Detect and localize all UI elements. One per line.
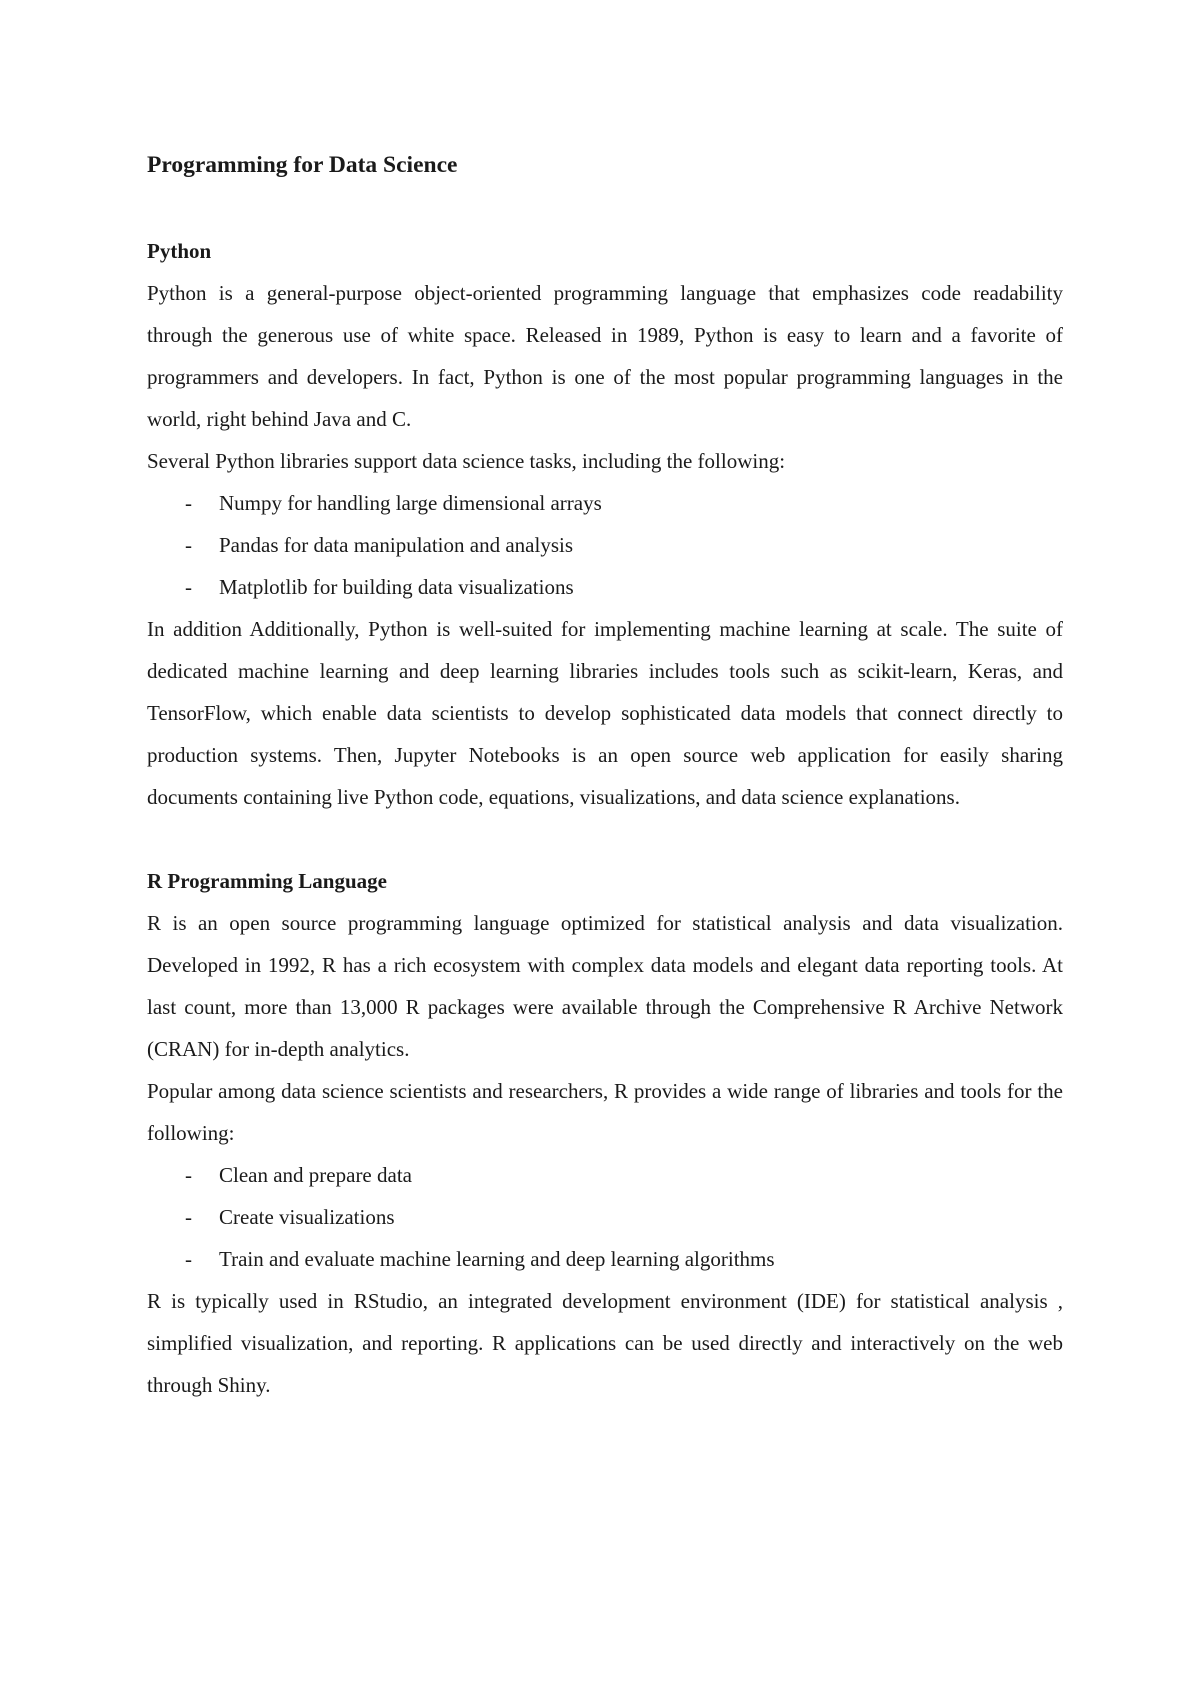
document-page: [147, 148, 1063, 1406]
section-heading-r: R Programming Language: [147, 869, 387, 893]
spacer: [147, 818, 1063, 860]
dash-marker: -: [185, 533, 192, 557]
list-item-text: Clean and prepare data: [219, 1163, 412, 1187]
python-libraries-list: [147, 482, 1063, 608]
list-item: [147, 482, 1063, 524]
python-closing-paragraph: In addition Additionally, Python is well-suited for implementing machine learning at scale. The suite of dedicated machine learning and deep learning libraries includes tools such as scikit-learn, Keras, and TensorFlow, which enable data scientists to develop sophisticated data models that connect directly to production systems. Then, Jupyter Notebooks is an open source web application for easily sharing documents containing live Python code, equations, visualizations, and data science explanations.: [147, 617, 1063, 809]
section-python: [147, 230, 1063, 818]
list-item: [147, 566, 1063, 608]
r-closing-paragraph: R is typically used in RStudio, an integrated development environment (IDE) for statistical analysis , simplified visualization, and reporting. R applications can be used directly and interactively on the web through Shiny.: [147, 1289, 1063, 1397]
list-item-text: Pandas for data manipulation and analysis: [219, 533, 573, 557]
dash-marker: -: [185, 575, 192, 599]
r-tools-lead: Popular among data science scientists and researchers, R provides a wide range of libraries and tools for the following:: [147, 1079, 1063, 1145]
dash-marker: -: [185, 1247, 192, 1271]
list-item: [147, 1196, 1063, 1238]
list-item: [147, 1238, 1063, 1280]
list-item-text: Numpy for handling large dimensional arrays: [219, 491, 602, 515]
list-item: [147, 524, 1063, 566]
r-intro-paragraph: R is an open source programming language optimized for statistical analysis and data visualization. Developed in 1992, R has a rich ecosystem with complex data models and elegant data reporting tools. At last count, more than 13,000 R packages were available through the Comprehensive R Archive Network (CRAN) for in-depth analytics.: [147, 911, 1063, 1061]
list-item-text: Create visualizations: [219, 1205, 395, 1229]
list-item-text: Matplotlib for building data visualizations: [219, 575, 574, 599]
spacer: [147, 182, 1063, 230]
python-libraries-lead: Several Python libraries support data science tasks, including the following:: [147, 449, 786, 473]
dash-marker: -: [185, 1163, 192, 1187]
r-tools-list: [147, 1154, 1063, 1280]
list-item: [147, 1154, 1063, 1196]
section-heading-python: Python: [147, 239, 212, 263]
section-r: [147, 860, 1063, 1406]
python-intro-paragraph: Python is a general-purpose object-oriented programming language that emphasizes code readability through the generous use of white space. Released in 1989, Python is easy to learn and a favorite of programmers and developers. In fact, Python is one of the most popular programming languages in the world, right behind Java and C.: [147, 281, 1063, 431]
document-title: Programming for Data Science: [147, 152, 458, 178]
list-item-text: Train and evaluate machine learning and deep learning algorithms: [219, 1247, 775, 1271]
dash-marker: -: [185, 491, 192, 515]
dash-marker: -: [185, 1205, 192, 1229]
